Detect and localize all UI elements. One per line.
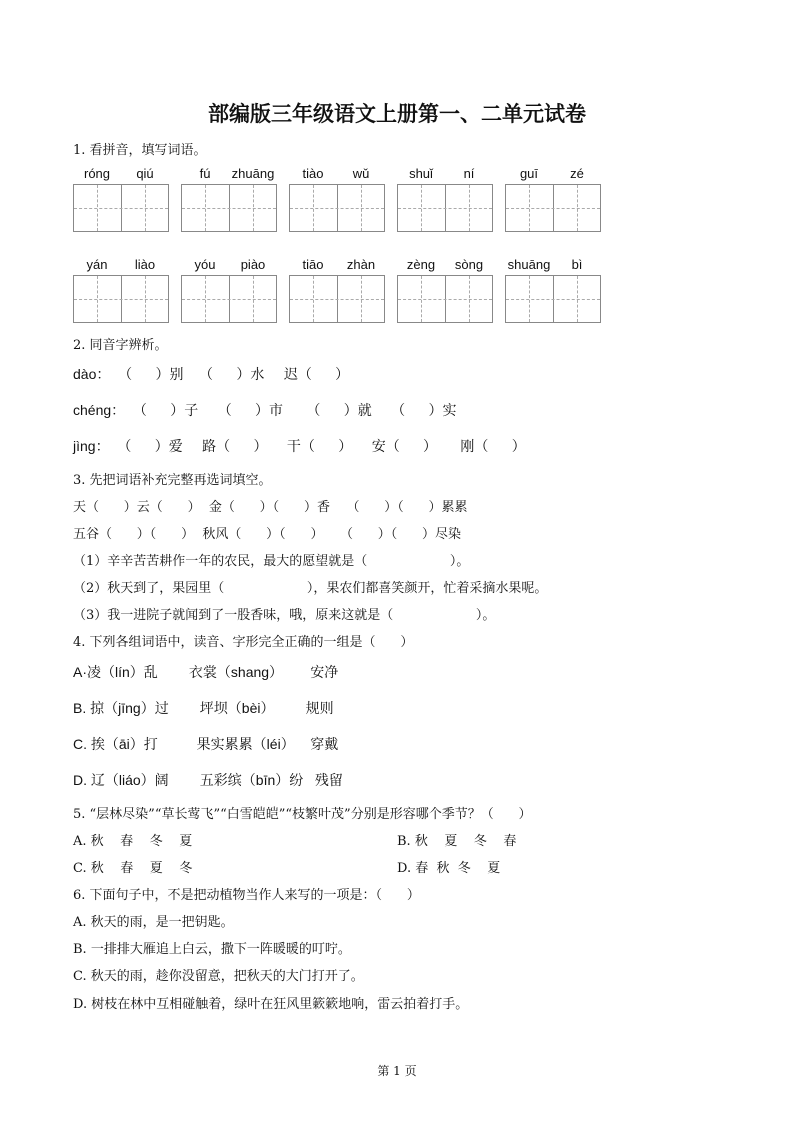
idiom-line-2: 五谷（ ）（ ） 秋风（ ）（ ） （ ）（ ）尽染: [73, 527, 462, 542]
fill-sentence-2: （2）秋天到了，果园里（ ），果农们都喜笑颜开，忙着采摘水果呢。: [73, 581, 548, 596]
question-2-heading: 2. 同音字辨析。: [73, 338, 168, 353]
pinyin-label: zèng: [406, 257, 436, 272]
writing-box[interactable]: [73, 275, 169, 323]
fill-sentence-3: （3）我一进院子就闻到了一股香味，哦，原来这就是（ ）。: [73, 608, 496, 623]
writing-box[interactable]: [505, 184, 601, 232]
pinyin-label: zhuāng: [231, 166, 275, 181]
writing-box[interactable]: [181, 275, 277, 323]
pinyin-label: fú: [199, 166, 211, 181]
homophone-line-dao: dào： （ ）别 （ ）水 迟（ ）: [73, 366, 350, 382]
question-1-heading: 1. 看拼音，填写词语。: [73, 143, 207, 158]
question-6-heading: 6. 下面句子中，不是把动植物当作人来写的一项是：（ ）: [73, 888, 420, 903]
writing-box[interactable]: [181, 184, 277, 232]
option-a: A. 秋 春 冬 夏: [73, 834, 193, 849]
pinyin-label: shuǐ: [409, 166, 433, 181]
pinyin-label: yán: [86, 257, 108, 272]
option-a: A. 秋天的雨，是一把钥匙。: [73, 915, 234, 930]
pinyin-label: bì: [571, 257, 583, 272]
pinyin-label: yóu: [194, 257, 216, 272]
option-d: D. 辽（liáo）阔 五彩缤（bīn）纷 残留: [73, 772, 343, 788]
option-d: D. 树枝在林中互相碰触着，绿叶在狂风里簌簌地响，雷云拍着打手。: [73, 997, 469, 1012]
option-a: A·凌（lín）乱 衣裳（shang） 安净: [73, 664, 339, 680]
option-b: B. 秋 夏 冬 春: [397, 834, 517, 849]
pinyin-label: shuāng: [507, 257, 551, 272]
question-5-heading: 5. “层林尽染”“草长莺飞”“白雪皑皑”“枝繁叶茂”分别是形容哪个季节？（ ）: [73, 807, 532, 822]
pinyin-label: liào: [134, 257, 156, 272]
option-b: B. 掠（jīng）过 坪坝（bèi） 规则: [73, 700, 334, 716]
pinyin-label: piào: [240, 257, 266, 272]
fill-sentence-1: （1）辛辛苦苦耕作一年的农民，最大的愿望就是（ ）。: [73, 554, 470, 569]
pinyin-label: zhàn: [346, 257, 376, 272]
homophone-line-jing: jìng： （ ）爱 路（ ） 干（ ） 安（ ） 刚（ ）: [73, 438, 526, 454]
question-4-heading: 4. 下列各组词语中，读音、字形完全正确的一组是（ ）: [73, 635, 414, 650]
homophone-line-cheng: chéng： （ ）子 （ ）市 （ ）就 （ ）实: [73, 402, 457, 418]
pinyin-label: tiāo: [302, 257, 324, 272]
idiom-line-1: 天（ ）云（ ） 金（ ）（ ）香 （ ）（ ）累累: [73, 500, 468, 515]
writing-box[interactable]: [73, 184, 169, 232]
option-d: D. 春 秋 冬 夏: [397, 861, 501, 876]
pinyin-label: zé: [570, 166, 584, 181]
writing-box[interactable]: [289, 275, 385, 323]
pinyin-label: qiú: [136, 166, 154, 181]
option-c: C. 秋天的雨，趁你没留意，把秋天的大门打开了。: [73, 969, 364, 984]
question-3-heading: 3. 先把词语补充完整再选词填空。: [73, 473, 272, 488]
pinyin-label: róng: [83, 166, 111, 181]
pinyin-label: tiào: [302, 166, 324, 181]
pinyin-label: sòng: [454, 257, 484, 272]
page-title: 部编版三年级语文上册第一、二单元试卷: [208, 102, 586, 126]
option-c: C. 挨（āi）打 果实累累（léi） 穿戴: [73, 736, 339, 752]
pinyin-label: wǔ: [352, 166, 370, 181]
writing-box[interactable]: [289, 184, 385, 232]
writing-box[interactable]: [397, 275, 493, 323]
option-c: C. 秋 春 夏 冬: [73, 861, 193, 876]
writing-box[interactable]: [397, 184, 493, 232]
writing-box[interactable]: [505, 275, 601, 323]
page-number: 第 1 页: [377, 1064, 417, 1078]
pinyin-label: ní: [463, 166, 475, 181]
pinyin-label: guī: [519, 166, 539, 181]
option-b: B. 一排排大雁追上白云，撒下一阵暖暖的叮咛。: [73, 942, 351, 957]
